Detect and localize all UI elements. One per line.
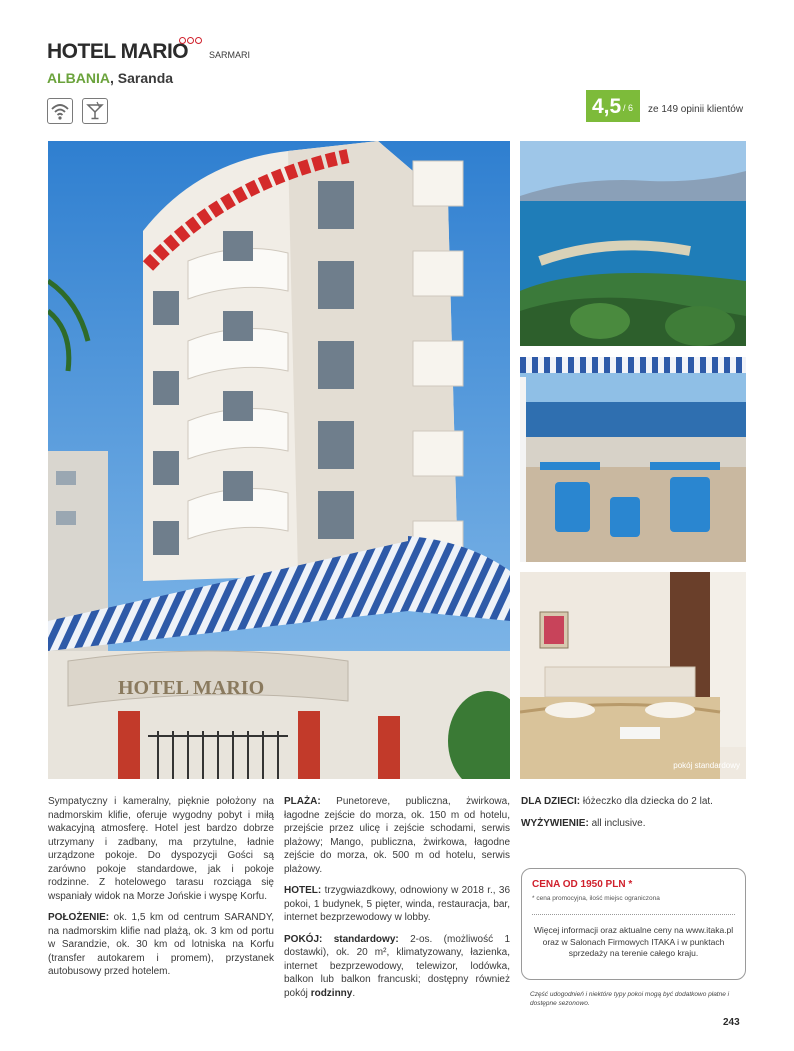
price-note: * cena promocyjna, ilość miejsc ograniczona — [532, 895, 660, 902]
hotel-text: trzygwiazdkowy, odnowiony w 2018 r., 36 pokoi, 1 budynek, 5 pięter, winda, restauracja, bar, internet bezprzewodowy w lobby. — [284, 885, 511, 923]
description-column-2 — [284, 795, 510, 1008]
rating-badge — [586, 90, 640, 122]
rating-scale: / 6 — [623, 103, 634, 113]
price-divider — [532, 914, 735, 915]
location: ALBANIA, Saranda — [47, 70, 174, 86]
room-photo — [520, 572, 746, 779]
star-rating — [179, 37, 202, 44]
country-name: ALBANIA — [47, 70, 110, 86]
page-number: 243 — [723, 1017, 740, 1028]
beach-label: PLAŻA: — [284, 796, 321, 807]
location-paragraph — [48, 911, 274, 979]
description-column-3 — [521, 795, 747, 838]
room-text-end: . — [352, 987, 356, 999]
hotel-label: HOTEL: — [284, 885, 322, 896]
price-box — [521, 868, 746, 980]
room-text: 2-os. (możliwość 1 dostawki), ok. 20 m², klimatyzowany, łazienka, internet bezprzewodowy, telewizor, lodówka, balkon lub balkon francuski; dostępny również pokój — [284, 933, 511, 999]
room-label: POKÓJ: — [284, 933, 323, 945]
room-family: rodzinny — [310, 987, 353, 999]
board-label: WYŻYWIENIE: — [521, 817, 589, 829]
rating-score: 4,5 — [592, 95, 622, 118]
kids-text: łóżeczko dla dziecka do 2 lat. — [582, 796, 713, 807]
intro-paragraph: Sympatyczny i kameralny, pięknie położony na nadmorskim klifie, oferuje wygodny pobyt i miłą wakacyjną atmosferę. Hotel jest bardzo dobrze utrzymany i zadbany, ma przytulne, ładnie urządzone pokoje. Do dyspozycji Gości są zarówno pokoje standardowe, jak i pokoje rodzinne. Z hotelowego tarasu rozciąga się wspaniały widok na Morze Jońskie i wyspę Korfu. — [48, 796, 274, 902]
beach-photo — [520, 141, 746, 346]
beach-text: Punetoreve, publiczna, żwirkowa, łagodne zejście do morza, ok. 150 m od hotelu, przejście przez ulicę i zejście schodami, serwis plażowy; Mango, publiczna, żwirkowa, łagodne zejście do morza, ok. 500 m od hotelu, serwis plażowy. — [284, 796, 510, 875]
star-icon — [179, 37, 186, 44]
room-paragraph — [284, 933, 510, 1001]
svg-text:HOTEL MARIO: HOTEL MARIO — [118, 677, 265, 699]
region-tag: SARMARI — [209, 50, 251, 60]
review-count: ze 149 opinii klientów — [648, 104, 744, 115]
room-caption: pokój standardowy — [673, 761, 740, 770]
hotel-title: HOTEL MARIO — [47, 40, 189, 63]
description-column-1 — [48, 795, 274, 987]
price-title: CENA OD 1950 PLN * — [532, 879, 633, 890]
room-type: standardowy: — [333, 933, 399, 945]
kids-label: DLA DZIECI: — [521, 796, 581, 807]
board-text: all inclusive. — [591, 817, 646, 829]
star-icon — [195, 37, 202, 44]
wifi-icon — [47, 98, 73, 124]
star-icon — [187, 37, 194, 44]
cocktail-icon — [82, 98, 108, 124]
beach-paragraph — [284, 795, 510, 876]
kids-paragraph — [521, 795, 747, 809]
city-name: Saranda — [117, 70, 174, 86]
price-info: Więcej informacji oraz aktualne ceny na www.itaka.pl oraz w Salonach Firmowych ITAKA i w punktach sprzedaży na terenie całego kraju. — [533, 925, 734, 958]
location-text: ok. 1,5 km od centrum SARANDY, na nadmorskim klifie nad plażą, ok. 3 km od portu w Sarandzie, ok. 30 km od lotniska na Korfu (transfer autokarem i promem), przystanek autobusowy przed hotelem. — [48, 912, 275, 977]
footnote: Część udogodnień i niektóre typy pokoi mogą być dodatkowo płatne i dostępne sezonowo. — [530, 991, 730, 1007]
hotel-building-photo — [48, 141, 510, 779]
hotel-paragraph — [284, 884, 510, 925]
location-label: POŁOŻENIE: — [48, 912, 110, 923]
board-paragraph — [521, 817, 747, 831]
terrace-photo — [520, 357, 746, 562]
